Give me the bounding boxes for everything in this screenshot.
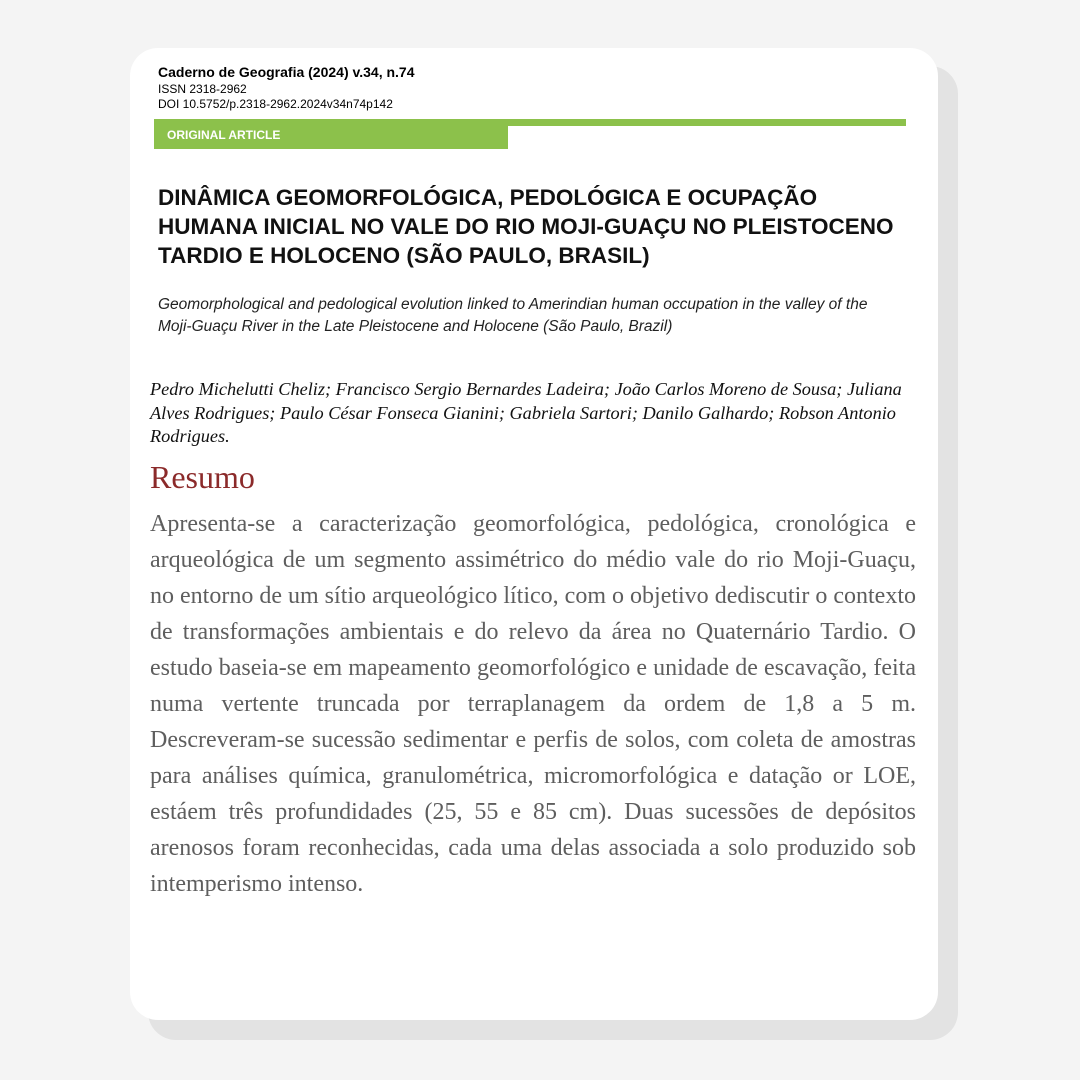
article-title-pt: DINÂMICA GEOMORFOLÓGICA, PEDOLÓGICA E OCUPAÇÃO HUMANA INICIAL NO VALE DO RIO MOJI-GUAÇU NO PLEISTOCENO TARDIO E HOLOCENO (SÃO PAULO, BRASIL)	[158, 185, 894, 268]
article-title-en: Geomorphological and pedological evolution linked to Amerindian human occupation in the valley of the Moji-Guaçu River in the Late Pleistocene and Holocene (São Paulo, Brazil)	[158, 296, 868, 335]
journal-doi: DOI 10.5752/p.2318-2962.2024v34n74p142	[158, 96, 393, 111]
journal-name: Caderno de Geografia (2024) v.34, n.74	[158, 64, 415, 80]
article-type-label: ORIGINAL ARTICLE	[167, 128, 281, 142]
article-card	[130, 48, 938, 1020]
abstract-heading: Resumo	[150, 459, 255, 495]
author-list: Pedro Michelutti Cheliz; Francisco Sergio Bernardes Ladeira; João Carlos Moreno de Sousa; Juliana Alves Rodrigues; Paulo César Fonseca Gianini; Gabriela Sartori; Danilo Galhardo; Robson Antonio Rodrigues.	[150, 379, 902, 446]
abstract-text: Apresenta-se a caracterização geomorfológica, pedológica, cronológica e arqueológica de um segmento assimétrico do médio vale do rio Moji-Guaçu, no entorno de um sítio arqueológico lítico, com o objetivo dediscutir o contexto de transformações ambientais e do relevo da área no Quaternário Tardio. O estudo baseia-se em mapeamento geomorfológico e unidade de escavação, feita numa vertente truncada por terraplanagem da ordem de 1,8 a 5 m. Descreveram-se sucessão sedimentar e perfis de solos, com coleta de amostras para análises química, granulométrica, micromorfológica e datação or LOE, estáem três profundidades (25, 55 e 85 cm). Duas sucessões de depósitos arenosos foram reconhecidas, cada uma delas associada a solo produzido sob intemperismo intenso.	[150, 511, 916, 897]
article-type-tab	[154, 119, 508, 149]
journal-header	[158, 64, 415, 112]
journal-issn: ISSN 2318-2962	[158, 81, 247, 96]
